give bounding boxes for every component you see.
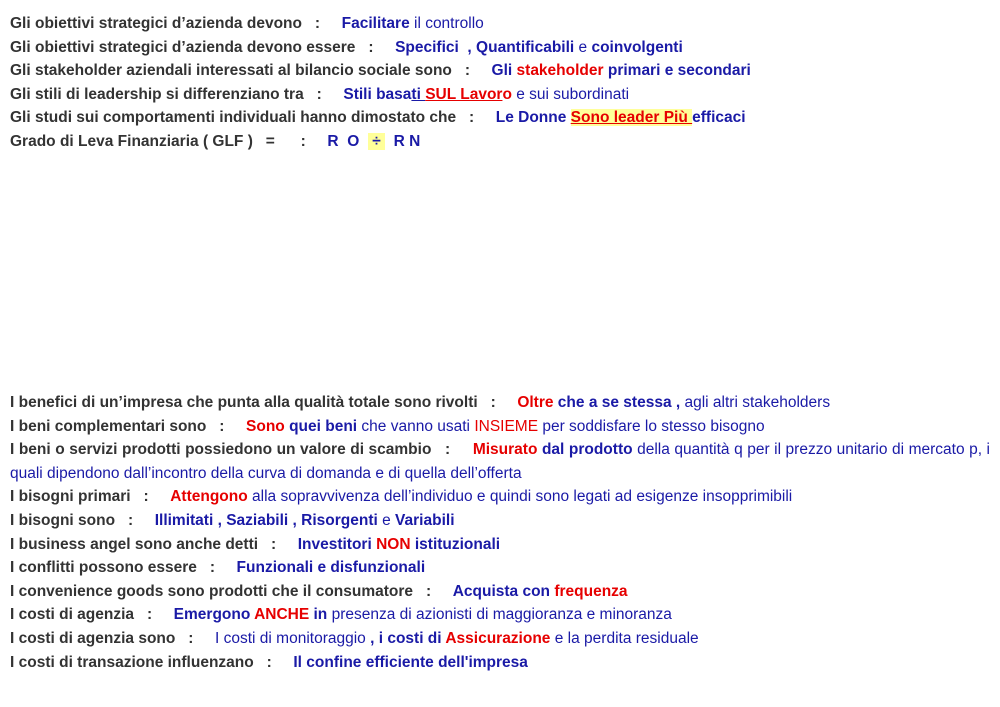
answer-segment: Attengono xyxy=(170,488,248,506)
answer-segment: ÷ xyxy=(367,132,386,150)
answer-segment: e xyxy=(377,511,396,529)
answer-segment: o xyxy=(502,85,512,103)
answer-segment: R O xyxy=(327,132,368,150)
answer-segment: Saziabili xyxy=(226,511,289,529)
answer-segment: frequenza xyxy=(554,582,628,600)
answer-segment: stakeholder xyxy=(516,62,604,80)
definition-question: I convenience goods sono prodotti che il consumatore xyxy=(10,582,414,600)
definition-separator: = : xyxy=(265,132,306,150)
definition-separator: : xyxy=(469,109,475,127)
answer-segment: istituzionali xyxy=(410,535,501,553)
answer-segment: , xyxy=(671,394,685,411)
definition-question: I bisogni sono xyxy=(10,511,116,529)
definition-separator: : xyxy=(316,85,322,103)
definition-separator: : xyxy=(368,38,374,56)
definition-separator: : xyxy=(209,559,215,577)
definition-question: I benefici di un’impresa che punta alla qualità totale sono rivolti xyxy=(10,394,478,411)
answer-segment: , xyxy=(213,511,227,529)
definition-question: Gli stakeholder aziendali interessati al bilancio sociale sono xyxy=(10,62,452,80)
answer-segment: Facilitare xyxy=(341,15,410,32)
definition-separator: : xyxy=(127,511,134,529)
answer-segment: Variabili xyxy=(395,511,455,529)
definition-row xyxy=(10,651,990,675)
definition-question: Gli stili di leadership si differenziano tra xyxy=(10,85,304,103)
answer-segment: il controllo xyxy=(409,15,484,32)
answer-segment: e sui subordinati xyxy=(511,85,630,103)
answer-segment: e la perdita residuale xyxy=(550,629,699,647)
definition-question: I beni o servizi prodotti possiedono un valore di scambio xyxy=(10,441,432,459)
answer-segment: Misurato xyxy=(472,441,538,459)
definition-separator: : xyxy=(188,629,194,647)
answer-segment: della quantità q per il prezzo unitario di mercato p, i quali dipendono dall’incontro della curva di domanda e di quella dell’offerta xyxy=(10,441,990,482)
answer-segment: Le Donne xyxy=(495,109,571,127)
definition-row xyxy=(10,485,990,509)
answer-segment: Assicurazione xyxy=(445,629,551,647)
definition-row xyxy=(10,509,990,533)
definition-question: Gli obiettivi strategici d’azienda devono xyxy=(10,15,302,32)
definition-question: I conflitti possono essere xyxy=(10,559,197,577)
answer-segment: efficaci xyxy=(692,109,746,127)
answer-segment: Il confine efficiente dell'impresa xyxy=(293,653,528,671)
definition-row xyxy=(10,106,990,130)
definition-row xyxy=(10,627,990,651)
answer-segment: Sono leader Più xyxy=(570,109,693,127)
answer-segment: SUL Lavor xyxy=(425,85,503,103)
answer-segment: NON xyxy=(376,535,411,553)
answer-segment: quei beni xyxy=(284,417,358,435)
definition-row xyxy=(10,415,990,439)
definition-separator: : xyxy=(425,582,432,600)
answer-segment: Acquista con xyxy=(452,582,555,600)
answer-segment: Quantificabili xyxy=(476,38,575,56)
answer-segment: dal prodotto xyxy=(537,441,633,459)
definition-row xyxy=(10,12,990,36)
answer-segment: R N xyxy=(385,132,421,150)
answer-segment: ti xyxy=(411,85,426,103)
answer-segment: ANCHE xyxy=(254,606,310,624)
answer-segment: Specifici xyxy=(395,38,459,56)
answer-segment: che vanno usati xyxy=(357,417,475,435)
answer-segment: Illimitati xyxy=(154,511,214,529)
answer-segment: Sono xyxy=(246,417,285,435)
answer-segment: , xyxy=(288,511,302,529)
answer-segment: alla sopravvivenza dell’individuo e quindi sono legati ad esigenze insopprimibili xyxy=(247,488,793,506)
definition-row xyxy=(10,36,990,60)
definition-separator: : xyxy=(219,417,225,435)
top-definitions-list xyxy=(10,12,990,154)
definition-row xyxy=(10,391,990,415)
definition-row xyxy=(10,580,990,604)
definition-question: I bisogni primari xyxy=(10,488,131,506)
definition-question: I business angel sono anche detti xyxy=(10,535,259,553)
definition-separator: : xyxy=(490,394,496,411)
definition-separator: : xyxy=(270,535,277,553)
definition-row xyxy=(10,59,990,83)
definition-question: Gli obiettivi strategici d’azienda devono essere xyxy=(10,38,356,56)
definition-separator: : xyxy=(143,488,149,506)
answer-segment: Risorgenti xyxy=(301,511,378,529)
definition-separator: : xyxy=(445,441,451,459)
answer-segment: , xyxy=(458,38,477,56)
definition-separator: : xyxy=(314,15,321,32)
answer-segment: Gli xyxy=(491,62,517,80)
answer-segment: I costi di monitoraggio xyxy=(215,629,366,647)
definition-question: I costi di agenzia xyxy=(10,606,135,624)
definition-question: I costi di agenzia sono xyxy=(10,629,176,647)
answer-segment: , i costi di xyxy=(365,629,446,647)
answer-segment: Stili basa xyxy=(343,85,412,103)
answer-segment: Investitori xyxy=(297,535,377,553)
bottom-definitions-list xyxy=(10,391,990,674)
definition-row xyxy=(10,130,990,154)
definition-separator: : xyxy=(266,653,272,671)
answer-segment: coinvolgenti xyxy=(591,38,683,56)
definition-row xyxy=(10,438,990,485)
definition-separator: : xyxy=(146,606,153,624)
answer-segment: primari e secondari xyxy=(603,62,751,80)
answer-segment: Oltre xyxy=(517,394,554,411)
definition-question: I costi di transazione influenzano xyxy=(10,653,254,671)
answer-segment: presenza di azionisti di maggioranza e minoranza xyxy=(327,606,672,624)
answer-segment: e xyxy=(574,38,592,56)
answer-segment: per soddisfare lo stesso bisogno xyxy=(538,417,765,435)
definition-separator: : xyxy=(464,62,470,80)
definition-row xyxy=(10,83,990,107)
definition-row xyxy=(10,556,990,580)
definition-question: I beni complementari sono xyxy=(10,417,207,435)
definition-row xyxy=(10,603,990,627)
answer-segment: Funzionali e disfunzionali xyxy=(236,559,426,577)
definition-question: Grado di Leva Finanziaria ( GLF ) xyxy=(10,132,253,150)
answer-segment: agli altri stakeholders xyxy=(684,394,831,411)
definition-row xyxy=(10,533,990,557)
answer-segment: che a se stessa xyxy=(553,394,672,411)
answer-segment: in xyxy=(309,606,328,624)
definition-question: Gli studi sui comportamenti individuali hanno dimostato che xyxy=(10,109,457,127)
answer-segment: INSIEME xyxy=(474,417,539,435)
answer-segment: Emergono xyxy=(173,606,255,624)
